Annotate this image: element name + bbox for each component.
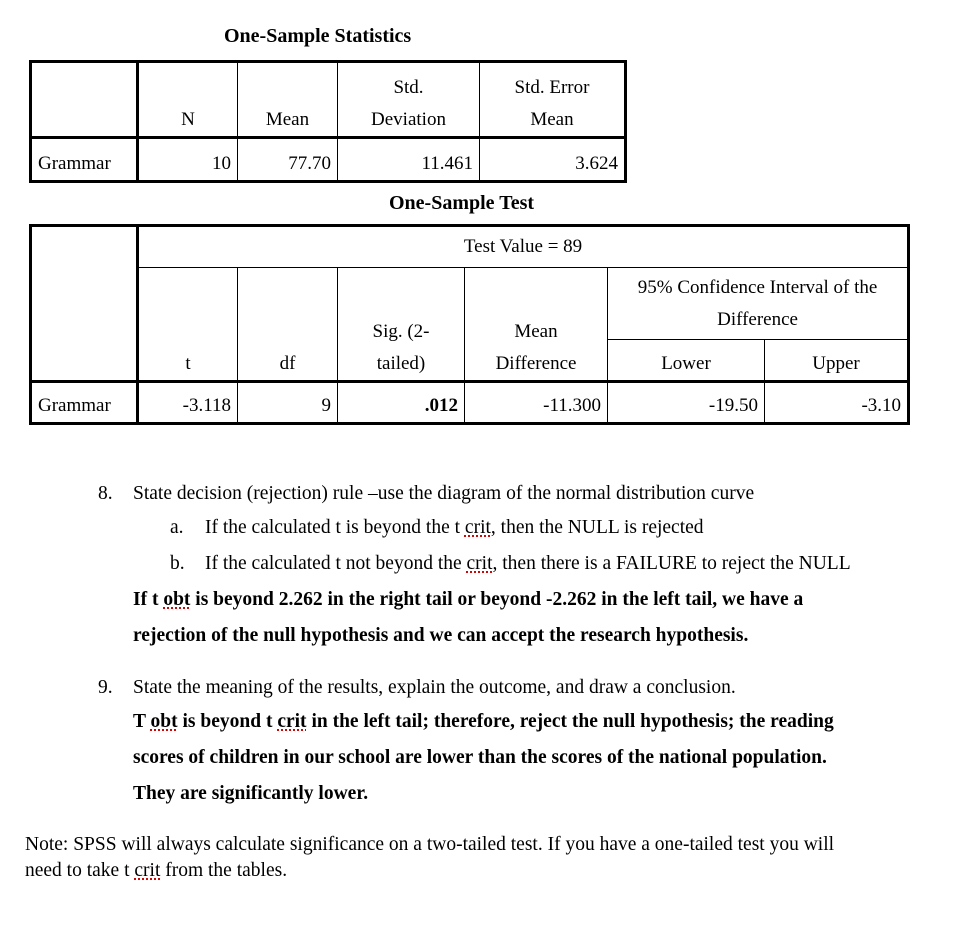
- item-8b-text: If the calculated t not beyond the crit, then there is a FAILURE to reject the NULL: [205, 553, 851, 574]
- table-row: [31, 138, 626, 182]
- item-9-answer-line-3: They are significantly lower.: [133, 783, 369, 804]
- header-mean-difference: Mean Difference: [465, 268, 608, 382]
- item-8a-text: If the calculated t is beyond the t crit, then the NULL is rejected: [205, 517, 704, 538]
- one-sample-statistics-table: [29, 60, 627, 183]
- header-n: N: [138, 62, 238, 138]
- note-line-1: Note: SPSS will always calculate significance on a two-tailed test. If you have a one-tailed test you will: [25, 834, 835, 855]
- header-std-deviation: Std. Deviation: [338, 62, 480, 138]
- item-9-answer-line-2: scores of children in our school are lower than the scores of the national population.: [133, 747, 827, 768]
- cell-mean-difference: -11.300: [465, 382, 608, 424]
- header-df: df: [238, 268, 338, 382]
- cell-ci-lower: -19.50: [608, 382, 765, 424]
- row-label: Grammar: [31, 138, 138, 182]
- item-8-answer-line-2: rejection of the null hypothesis and we can accept the research hypothesis.: [133, 625, 749, 646]
- item-9-question: State the meaning of the results, explain the outcome, and draw a conclusion.: [133, 677, 736, 698]
- table-row: [31, 382, 909, 424]
- stats-header-stub: [31, 62, 138, 138]
- item-8-number: 8.: [98, 483, 113, 504]
- cell-sig: .012: [338, 382, 465, 424]
- header-confidence-interval: 95% Confidence Interval of the Difference: [608, 268, 909, 340]
- item-9-number: 9.: [98, 677, 113, 698]
- item-8a-label: a.: [170, 517, 184, 538]
- cell-std-deviation: 11.461: [338, 138, 480, 182]
- item-8-question: State decision (rejection) rule –use the diagram of the normal distribution curve: [133, 483, 755, 504]
- cell-mean: 77.70: [238, 138, 338, 182]
- stats-table-title: One-Sample Statistics: [224, 25, 412, 47]
- stats-header-row: [31, 62, 626, 138]
- item-9-answer-line-1: T obt is beyond t crit in the left tail; therefore, reject the null hypothesis; the reading: [133, 711, 834, 732]
- cell-n: 10: [138, 138, 238, 182]
- header-mean: Mean: [238, 62, 338, 138]
- cell-t: -3.118: [138, 382, 238, 424]
- test-value-header: Test Value = 89: [138, 226, 909, 268]
- header-upper: Upper: [765, 340, 909, 382]
- cell-df: 9: [238, 382, 338, 424]
- test-header-stub: [31, 226, 138, 382]
- header-t: t: [138, 268, 238, 382]
- row-label: Grammar: [31, 382, 138, 424]
- header-std-error-mean: Std. Error Mean: [480, 62, 626, 138]
- test-table-title: One-Sample Test: [389, 192, 535, 214]
- item-8-answer-line-1: If t obt is beyond 2.262 in the right tail or beyond -2.262 in the left tail, we have a: [133, 589, 804, 610]
- cell-ci-upper: -3.10: [765, 382, 909, 424]
- header-lower: Lower: [608, 340, 765, 382]
- header-sig-2-tailed: Sig. (2- tailed): [338, 268, 465, 382]
- item-8b-label: b.: [170, 553, 185, 574]
- one-sample-test-table: [29, 224, 910, 425]
- note-line-2: need to take t crit from the tables.: [25, 860, 288, 881]
- cell-std-error-mean: 3.624: [480, 138, 626, 182]
